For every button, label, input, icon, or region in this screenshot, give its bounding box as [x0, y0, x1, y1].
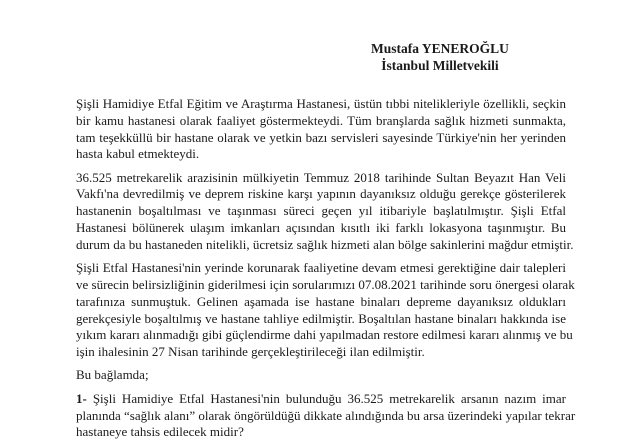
text-line: Şişli Etfal Hastanesi'nin yerinde korunarak faaliyetine devam etmesi gerektiğine dair talepleri [76, 260, 566, 276]
author-title: İstanbul Milletvekili [381, 58, 499, 73]
text-line: hastaneye tahsis edilecek midir? [76, 424, 244, 440]
text-line: gerekçesiyle boşaltılmış ve hastane tahliye edilmiştir. Boşaltılan hastane binaları hakkında ise [76, 310, 566, 326]
text-line: tam teşekküllü bir hastane olarak ve yetkin bazı servisleri sayesinde Türkiye'nin her yerinden [76, 129, 566, 145]
text-line: hasta kabul etmekteydi. [76, 146, 200, 162]
text-line [76, 391, 566, 408]
text-line: durum da bu hastaneden nitelikli, ücretsiz sağlık hizmeti alan bölge sakinlerini mağdur etmiştir. [76, 236, 574, 252]
text-line: Hastanesi bölünerek ulaşım imkanları açısından kısıtlı iki farklı lokasyona taşınmıştır. Bu [76, 220, 566, 236]
question-text: Şişli Hamidiye Etfal Hastanesi'nin bulunduğu 36.525 metrekarelik arsanın nazım imar [92, 390, 566, 406]
question [76, 390, 576, 441]
text-line: Bu bağlamda; [76, 367, 149, 383]
document-body [76, 96, 576, 448]
paragraph [76, 260, 575, 361]
text-line: işin ihalesinin 27 Nisan tarihinde gerçekleştirileceği ilan edilmiştir. [76, 344, 425, 360]
text-line: Vakfı'na devredilmiş ve deprem riskine karşı yapının dayanıksız olduğu gerekçe gösterilerek [76, 186, 566, 202]
paragraph [76, 96, 566, 163]
text-line: bir kamu hastanesi olarak faaliyet göstermekteydi. Tüm branşlarda sağlık hizmeti sunmakta, [76, 112, 566, 128]
paragraph [76, 169, 574, 254]
text-line: planında “sağlık alanı” olarak öngörüldüğü dikkate alındığında bu arsa üzerindeki yapılar tekrar [76, 407, 576, 423]
text-line: 36.525 metrekarelik arazisinin mülkiyetin Temmuz 2018 tarihinde Sultan Beyazıt Han Veli [76, 169, 566, 185]
question-number: 1- [76, 390, 87, 406]
text-line: yıkım kararı alınmadığı gibi güçlendirme dahi yapılmadan restore edilmesi kararı alınmış ve bu [76, 327, 573, 343]
author-name: Mustafa YENEROĞLU [371, 41, 509, 56]
text-line: Şişli Hamidiye Etfal Eğitim ve Araştırma Hastanesi, üstün tıbbi nitelikleriyle özellikli, seçkin [76, 96, 566, 111]
signature-header [370, 40, 510, 74]
text-line: tarafınıza sunmuştuk. Gelinen aşamada ise hastane binaları depreme dayanıksız oldukları [76, 293, 566, 309]
paragraph [76, 367, 566, 384]
text-line: hastanenin boşaltılması ve taşınması süreci geçen yıl itibariyle başlatılmıştır. Şişli Etfal [76, 203, 566, 219]
text-line: ve sürecin belirsizliğinin giderilmesi için sorularımızı 07.08.2021 tarihinde soru önergesi olarak [76, 276, 575, 292]
